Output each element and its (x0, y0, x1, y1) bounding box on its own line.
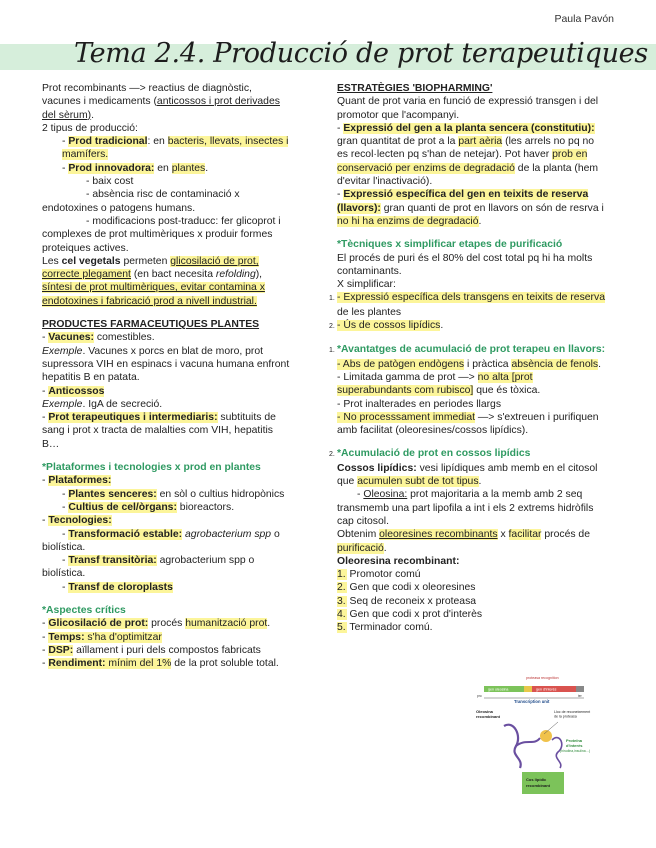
left-column (42, 82, 327, 670)
technology-item: - Transformació estable: agrobacterium spp o (62, 528, 280, 540)
cell-vegetal-line: Les cel vegetals permeten glicosilació de prot, (42, 255, 259, 267)
antibodies-line: - Anticossos (42, 385, 105, 397)
gene-oleosin-label: gen oleosina (488, 687, 509, 692)
therapeutic-line: sang i prot x tracta de malalties com VIH, hepatitis (42, 425, 274, 437)
terminator-label: ter (578, 694, 582, 698)
expression-line: no hi ha enzims de degradació. (337, 215, 482, 227)
therapeutic-line: - Prot terapeutiques i intermediaris: subtituits de (42, 412, 276, 424)
protease-site-box (524, 686, 532, 692)
cell-vegetal-line: endotoxines i fabricació prod a nivell industrial. (42, 295, 257, 307)
platforms-label: - Plataformes: (42, 475, 112, 487)
advantage-item: - Limitada gamma de prot —> no alta [prot (337, 371, 533, 383)
oleosin-chain (504, 725, 521, 768)
oleosin-line: transmemb una part lipofila a int i els 2 extrems hidròfils (337, 502, 594, 514)
example-line: supressora VIH en espinacs i vacuna humana enfront (42, 358, 290, 370)
lipid-heading: 2. *Acumulació de prot en cossos lipídics (329, 448, 531, 460)
expression-line: es recol·lecten pq s'han de netejar). Pot haver prob en (337, 149, 588, 161)
lipid-line: Cossos lipídics: vesi lipídiques amb memb en el citosol (337, 462, 598, 474)
list-item: 3. Seq de reconeix x proteasa (337, 595, 477, 607)
intro-line: del sèrum). (42, 109, 94, 121)
transcription-unit-label: Transcription unit (514, 699, 550, 704)
recombinant-list (337, 568, 627, 634)
techniques-heading: *Tècniques x simplificar etapes de purificació (337, 239, 563, 251)
obtain-line: Obtenim oleoresines recombinants x facilitar procés de (337, 529, 590, 541)
protease-site-label-2: de la proteasa (554, 714, 577, 719)
example-line: Exemple. Vacunes x porcs en blat de moro, prot (42, 345, 264, 357)
critical-item: - Temps: s'ha d'optimitzar (42, 631, 162, 643)
expression-seeds: - Expressió específica del gen en teixits de reserva (337, 189, 589, 201)
advantage-line: endotoxines o patogens humans. (42, 202, 196, 214)
intro-line: vacunes i medicaments (anticossos i prot derivades (42, 96, 280, 108)
critical-heading: *Aspectes crítics (42, 604, 126, 616)
platform-item: - Cultius de cel/òrgans: bioreactors. (62, 501, 235, 513)
protein-label-3: (hirudina,insulina…) (560, 749, 591, 753)
trad-production: - Prod tradicional: en bacteris, llevats, insectes i mamífers. (62, 136, 289, 161)
lipid-body-label: Cos lipídic (526, 777, 547, 782)
advantage-line: complexes de prot multimèriques x produir formes (42, 229, 273, 241)
recombinant-label: Oleoresina recombinant: (337, 555, 460, 567)
promoter-label: pro (477, 694, 482, 698)
techniques-line: X simplificar: (337, 279, 396, 291)
technique-item: 2. - Ús de cossos lipídics. (329, 320, 444, 332)
advantage-item: - Abs de patògen endògens i pràctica absència de fenols. (337, 358, 602, 370)
platform-item: - Plantes senceres: en sòl o cultius hidropònics (62, 488, 285, 500)
vaccines-line: - Vacunes: comestibles. (42, 332, 155, 344)
critical-item: - Rendiment: mínim del 1% de la prot soluble total. (42, 658, 279, 670)
list-item: 2. Gen que codi x oleoresines (337, 582, 476, 594)
technologies-label: - Tecnologies: (42, 515, 112, 527)
oleosin-line: cap citosol. (337, 515, 389, 527)
page-title: Tema 2.4. Producció de prot terapeutiques (74, 38, 648, 69)
example-line: Exemple. IgA de secreció. (42, 398, 163, 410)
advantage-item: amb facilitat (oleoresines/cossos lipídics). (337, 425, 529, 437)
advantage-line: - absència risc de contaminació x (86, 189, 240, 201)
protease-site-label: Lloc de reconeixement (554, 710, 591, 714)
intro-line: 2 tipus de producció: (42, 122, 138, 134)
advantage-item: - No processsament immediat —> s'extreuen i purifiquen (337, 411, 599, 423)
intro-line: Prot recombinants —> reactius de diagnòstic, (42, 83, 252, 94)
protein-label-2: d'interès (566, 743, 583, 748)
critical-item: - Glicosilació de prot: procés humanització prot. (42, 618, 271, 630)
list-item: 5. Terminador comú. (337, 622, 433, 634)
technique-item: de les plantes (337, 306, 402, 318)
cell-vegetal-line: síntesi de prot multimèriques, evitar contamina x (42, 282, 265, 294)
obtain-line: purificació. (337, 542, 387, 554)
advantages-heading: 1. *Avantatges de acumulació de prot terapeu en llavors: (329, 344, 606, 356)
gene-interest-label: gen d'interès (536, 687, 557, 692)
products-heading: PRODUCTES FARMACEUTIQUES PLANTES (42, 319, 260, 331)
innov-production: - Prod innovadora: en plantes. (62, 162, 209, 174)
site-pointer (544, 722, 558, 734)
lipid-line: que acumulen subt de tot tipus. (337, 476, 482, 488)
oleosin-line: - Oleosina: prot majoritaria a la memb amb 2 seq (357, 489, 583, 501)
cell-vegetal-line: correcte plegament (en bact necesita refolding), (42, 269, 263, 281)
terminator-box (576, 686, 584, 692)
technology-item: - Transf de cloroplasts (62, 581, 173, 593)
example-line: hepatitis B en patata. (42, 372, 140, 384)
technique-item: 1. - Expressió específica dels transgens en teixits de reserva (329, 292, 605, 304)
list-item: 1. Promotor comú (337, 569, 421, 581)
diagram-top-label: proteasa recognition (526, 676, 559, 680)
critical-item: - DSP: aïllament i puri dels compostos fabricats (42, 644, 261, 656)
expression-line: d'evitar l'inactivació). (337, 176, 433, 188)
oleosin-diagram (474, 676, 622, 802)
biopharming-line: Quant de prot varia en funció de expressió transgen i del (337, 96, 599, 108)
technology-item: biolística. (42, 568, 86, 580)
platforms-heading: *Plataformes i tecnologies x prod en plantes (42, 462, 261, 474)
expression-line: (llavors): gran quanti de prot en llavors on són de resrva i (337, 202, 604, 214)
list-item: 4. Gen que codi x prot d'interès (337, 608, 483, 620)
biopharming-line: promotor que l'acompanyi. (337, 109, 460, 121)
technology-item: - Transf transitòria: agrobacterium spp o (62, 555, 255, 567)
protease-site-marker (540, 730, 552, 742)
lipid-body-label-2: recombinant (526, 783, 551, 788)
advantage-line: proteiques actives. (42, 242, 129, 254)
advantage-line: - baix cost (86, 176, 134, 188)
expression-line: conservació per enzims de degradació de la planta (hem (337, 162, 599, 174)
expression-line: gran quantitat de prot a la part aèria (les arrels no pq no (337, 136, 595, 148)
therapeutic-line: B… (42, 438, 60, 450)
oleosin-chain-branch (516, 738, 540, 746)
techniques-line: contaminants. (337, 265, 402, 277)
oleosin-label: Oleosina (476, 709, 493, 714)
protein-label: Proteïna (566, 738, 583, 743)
author-name: Paula Pavón (554, 13, 614, 25)
expression-whole-plant: - Expressió del gen a la planta sencera (constitutiu): (337, 122, 595, 134)
technology-item: biolística. (42, 541, 86, 553)
techniques-line: El procés de puri és el 80% del cost total pq hi ha molts (337, 252, 593, 264)
advantage-item: - Prot inalterades en periodes llargs (337, 398, 502, 410)
right-column (329, 82, 627, 635)
oleosin-label-2: recombinant (476, 714, 501, 719)
biopharming-heading: ESTRATÈGIES 'BIOPHARMING' (337, 83, 493, 94)
advantage-item: superabundants com rubisco] que és tòxica. (337, 385, 541, 397)
advantage-line: - modificacions post-traducc: fer glicoprot i (86, 215, 281, 227)
